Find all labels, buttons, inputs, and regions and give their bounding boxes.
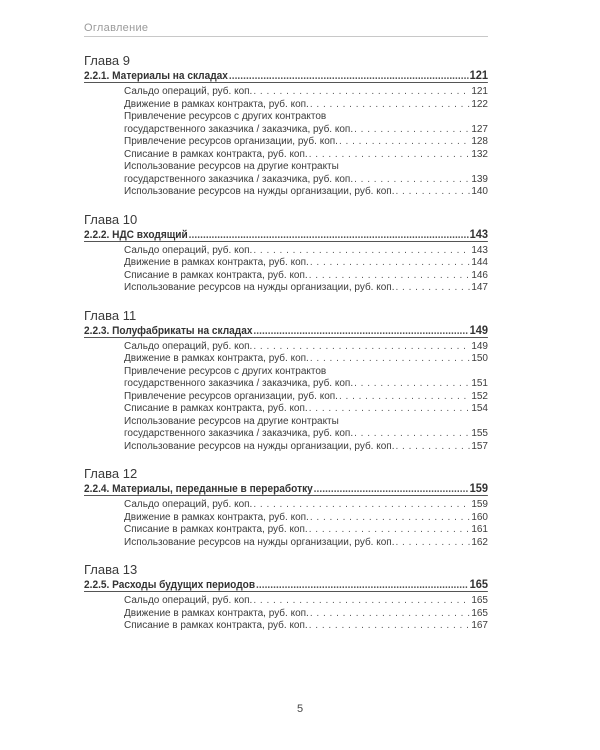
entry-page: 165 — [471, 607, 488, 619]
entry-label: Использование ресурсов на нужды организации, руб. коп. — [124, 186, 395, 197]
dot-leader — [253, 324, 468, 338]
toc-entry[interactable] — [84, 270, 488, 283]
entry-page: 140 — [471, 186, 488, 197]
entry-page: 167 — [471, 620, 488, 631]
dot-leader — [339, 391, 470, 404]
toc-entry[interactable] — [84, 391, 488, 404]
entry-label: Сальдо операций, руб. коп. — [124, 244, 253, 256]
toc-entry[interactable] — [84, 341, 488, 354]
entry-page: 144 — [471, 257, 488, 268]
dot-leader — [310, 257, 470, 270]
entry-label: государственного заказчика / заказчика, руб. коп. — [124, 173, 354, 185]
page-number: 5 — [296, 703, 304, 715]
dot-leader — [354, 124, 470, 137]
chapter — [84, 212, 488, 295]
dot-leader — [395, 282, 470, 295]
dot-leader — [253, 245, 470, 258]
section-page: 121 — [469, 68, 489, 82]
section-heading[interactable] — [84, 227, 488, 242]
entry-page: 161 — [471, 524, 488, 535]
entry-label: Списание в рамках контракта, руб. коп. — [124, 403, 308, 414]
section-label: 2.2.1. Материалы на складах — [84, 70, 228, 82]
toc-entry[interactable] — [84, 282, 488, 295]
entry-label: Сальдо операций, руб. коп. — [124, 499, 253, 510]
dot-leader — [354, 378, 470, 391]
chapter-title: Глава 9 — [84, 53, 130, 68]
entry-page: 143 — [471, 244, 488, 256]
entry-label: Движение в рамках контракта, руб. коп. — [124, 353, 309, 364]
section-heading[interactable] — [84, 68, 488, 83]
dot-leader — [253, 595, 470, 608]
toc-entry[interactable] — [84, 257, 488, 270]
entry-label: Движение в рамках контракта, руб. коп. — [124, 257, 309, 268]
entry-label: Списание в рамках контракта, руб. коп. — [124, 620, 308, 631]
toc-entry[interactable] — [84, 186, 488, 199]
entry-page: 150 — [471, 353, 488, 364]
dot-leader — [310, 512, 470, 525]
entry-label: государственного заказчика / заказчика, руб. коп. — [124, 378, 354, 389]
dot-leader — [310, 353, 470, 366]
dot-leader — [314, 482, 469, 496]
entry-page: 155 — [471, 428, 488, 439]
toc-entry[interactable] — [84, 86, 488, 99]
toc-entry[interactable] — [84, 136, 488, 149]
toc-entry[interactable] — [84, 366, 488, 391]
dot-leader — [253, 499, 470, 512]
section-heading[interactable] — [84, 577, 488, 592]
dot-leader — [256, 578, 469, 592]
table-of-contents — [84, 53, 488, 646]
entry-label-line: Использование ресурсов на другие контракты — [124, 161, 339, 172]
dot-leader — [339, 136, 470, 149]
toc-entry[interactable] — [84, 524, 488, 537]
entry-label: Списание в рамках контракта, руб. коп. — [124, 148, 308, 160]
chapter — [84, 53, 488, 199]
section-label: 2.2.3. Полуфабрикаты на складах — [84, 324, 253, 337]
entry-label-line: Привлечение ресурсов с других контрактов — [124, 111, 327, 122]
entry-label: Сальдо операций, руб. коп. — [124, 86, 253, 97]
chapter-title: Глава 13 — [84, 562, 138, 577]
entry-page: 139 — [471, 173, 488, 185]
entry-label: Движение в рамках контракта, руб. коп. — [124, 98, 309, 110]
toc-entry[interactable] — [84, 620, 488, 633]
dot-leader — [229, 69, 469, 83]
toc-entry[interactable] — [84, 353, 488, 366]
section-heading[interactable] — [84, 323, 488, 338]
toc-entry[interactable] — [84, 111, 488, 136]
entry-label: Привлечение ресурсов организации, руб. коп. — [124, 390, 338, 402]
chapter — [84, 466, 488, 549]
dot-leader — [309, 524, 471, 537]
dot-leader — [395, 537, 470, 550]
entry-page: 152 — [471, 390, 488, 402]
chapter-title: Глава 10 — [84, 211, 138, 227]
dot-leader — [395, 186, 470, 199]
entry-page: 128 — [471, 136, 488, 147]
entry-label: государственного заказчика / заказчика, руб. коп. — [124, 428, 354, 439]
toc-entry[interactable] — [84, 512, 488, 525]
entry-label: Привлечение ресурсов организации, руб. коп. — [124, 136, 338, 147]
section-page: 143 — [469, 226, 489, 241]
entry-page: 160 — [471, 511, 488, 523]
dot-leader — [309, 403, 471, 416]
dot-leader — [253, 341, 470, 354]
dot-leader — [309, 620, 471, 633]
dot-leader — [309, 270, 471, 283]
section-label: 2.2.5. Расходы будущих периодов — [84, 579, 256, 591]
section-page: 149 — [469, 322, 489, 337]
section-page: 159 — [469, 481, 489, 495]
entry-label: государственного заказчика / заказчика, руб. коп. — [124, 123, 354, 135]
entry-page: 147 — [471, 282, 488, 293]
entry-page: 151 — [471, 378, 488, 389]
toc-entry[interactable] — [84, 416, 488, 441]
entry-label-line: Привлечение ресурсов с других контрактов — [124, 365, 327, 377]
entry-label: Использование ресурсов на нужды организации, руб. коп. — [124, 440, 395, 452]
section-heading[interactable] — [84, 481, 488, 496]
entry-label: Списание в рамках контракта, руб. коп. — [124, 269, 308, 281]
section-label: 2.2.4. Материалы, переданные в переработку — [84, 483, 313, 495]
section-label: 2.2.2. НДС входящий — [84, 228, 188, 241]
dot-leader — [310, 608, 470, 621]
entry-page: 165 — [471, 595, 488, 606]
dot-leader — [309, 149, 471, 162]
dot-leader — [354, 174, 470, 187]
dot-leader — [354, 428, 470, 441]
toc-entry[interactable] — [84, 403, 488, 416]
toc-entry[interactable] — [84, 161, 488, 186]
section-page: 165 — [469, 577, 489, 591]
toc-entry[interactable] — [84, 441, 488, 454]
entry-page: 132 — [471, 148, 488, 160]
entry-label: Списание в рамках контракта, руб. коп. — [124, 524, 308, 535]
dot-leader — [395, 441, 470, 454]
chapter-title: Глава 11 — [84, 307, 137, 323]
dot-leader — [189, 228, 469, 242]
entry-page: 162 — [471, 536, 488, 548]
entry-label: Сальдо операций, руб. коп. — [124, 340, 253, 352]
chapter-title: Глава 12 — [84, 466, 138, 481]
entry-label: Использование ресурсов на нужды организации, руб. коп. — [124, 536, 395, 548]
chapter — [84, 308, 488, 454]
dot-leader — [253, 86, 470, 99]
entry-page: 121 — [471, 86, 488, 97]
toc-entry[interactable] — [84, 245, 488, 258]
chapter — [84, 562, 488, 633]
toc-entry[interactable] — [84, 149, 488, 162]
entry-page: 127 — [471, 123, 488, 135]
entry-page: 146 — [471, 269, 488, 281]
entry-page: 149 — [471, 340, 488, 352]
entry-label: Движение в рамках контракта, руб. коп. — [124, 511, 309, 523]
entry-label: Использование ресурсов на нужды организации, руб. коп. — [124, 282, 395, 293]
toc-entry[interactable] — [84, 595, 488, 608]
entry-page: 122 — [471, 98, 488, 110]
running-header: Оглавление — [84, 22, 488, 37]
entry-label: Сальдо операций, руб. коп. — [124, 595, 253, 606]
toc-entry[interactable] — [84, 537, 488, 550]
dot-leader — [310, 99, 470, 112]
toc-entry[interactable] — [84, 99, 488, 112]
entry-page: 159 — [471, 499, 488, 510]
entry-label: Движение в рамках контракта, руб. коп. — [124, 607, 309, 619]
toc-entry[interactable] — [84, 499, 488, 512]
toc-entry[interactable] — [84, 608, 488, 621]
entry-page: 154 — [471, 403, 488, 414]
entry-label-line: Использование ресурсов на другие контракты — [124, 415, 339, 427]
entry-page: 157 — [471, 440, 488, 452]
